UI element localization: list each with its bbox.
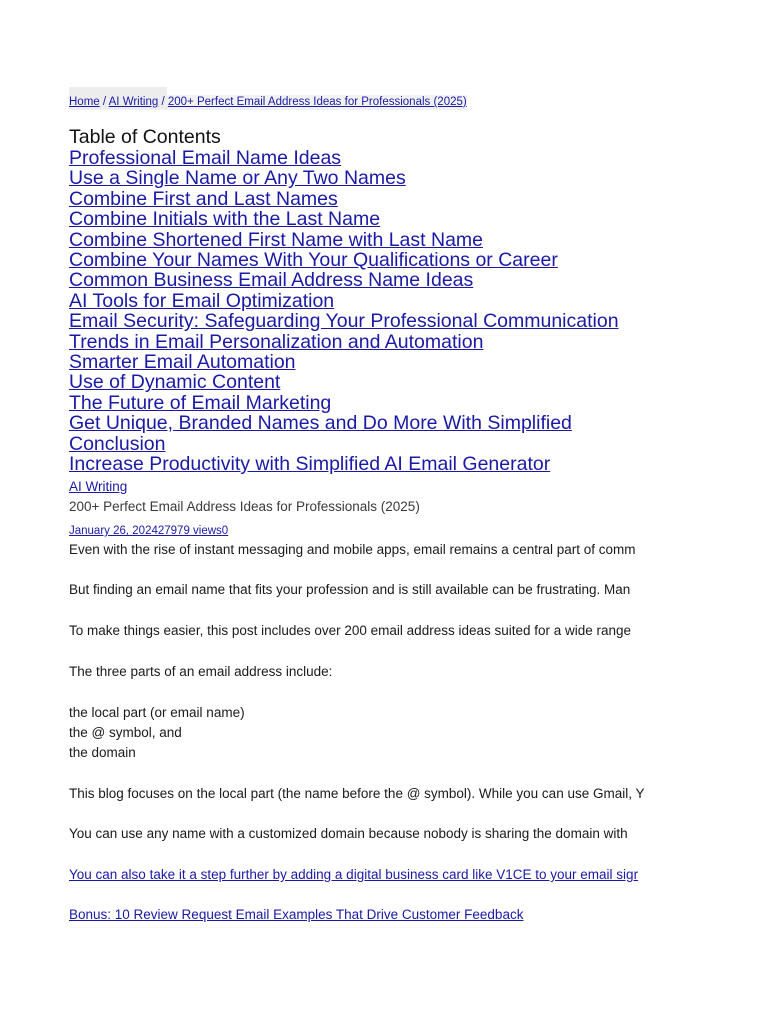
list-item: the local part (or email name) [69,705,245,720]
toc-link-branded-names[interactable]: Get Unique, Branded Names and Do More With Simplified [69,412,572,435]
toc-link-initials-last-name[interactable]: Combine Initials with the Last Name [69,208,381,231]
table-of-contents [69,127,671,475]
breadcrumb-separator: / [158,96,168,108]
toc-item [69,352,671,372]
bonus-link-line [69,905,671,925]
breadcrumb [69,95,467,110]
paragraph-ideas: To make things easier, this post includes over 200 email address ideas suited for a wide range [69,623,632,638]
paragraph-local-part: This blog focuses on the local part (the name before the @ symbol). While you can use Gmail, Y [69,786,645,801]
toc-item [69,148,671,168]
toc-item [69,168,671,188]
toc-link-smarter-automation[interactable]: Smarter Email Automation [69,351,296,374]
toc-item [69,250,671,270]
toc-link-first-and-last-names[interactable]: Combine First and Last Names [69,187,338,210]
email-parts-list [69,703,245,763]
breadcrumb-category-link[interactable]: AI Writing [108,96,159,108]
post-category [69,479,127,495]
post-date-link[interactable]: January 26, 202427979 views0 [69,525,229,537]
paragraph-custom-domain: You can use any name with a customized domain because nobody is sharing the domain with [69,826,628,841]
toc-item [69,230,671,250]
toc-item [69,311,671,331]
list-item: the @ symbol, and [69,725,182,740]
toc-link-qualifications-career[interactable]: Combine Your Names With Your Qualifications or Career [69,249,558,272]
post-title: 200+ Perfect Email Address Ideas for Professionals (2025) [69,499,420,514]
toc-link-future-email-marketing[interactable]: The Future of Email Marketing [69,391,332,414]
toc-list [69,148,671,475]
toc-link-shortened-first-name[interactable]: Combine Shortened First Name with Last Name [69,228,484,251]
toc-link-conclusion[interactable]: Conclusion [69,432,166,455]
toc-item [69,454,671,474]
breadcrumb-separator: / [99,96,109,108]
breadcrumb-home-link[interactable]: Home [69,96,100,108]
toc-item [69,270,671,290]
toc-link-ai-tools[interactable]: AI Tools for Email Optimization [69,289,335,312]
toc-title: Table of Contents [69,126,221,148]
toc-link-single-or-two-names[interactable]: Use a Single Name or Any Two Names [69,167,406,190]
breadcrumb-current-link[interactable]: 200+ Perfect Email Address Ideas for Professionals (2025) [167,96,467,108]
toc-item [69,291,671,311]
toc-link-productivity[interactable]: Increase Productivity with Simplified AI Email Generator [69,453,551,476]
business-card-link[interactable]: You can also take it a step further by adding a digital business card like V1CE to your email sigr [69,867,639,882]
toc-item [69,413,671,433]
post-date-views [69,524,228,538]
toc-link-professional-email-name-ideas[interactable]: Professional Email Name Ideas [69,147,342,169]
post-category-link[interactable]: AI Writing [69,479,128,494]
bonus-review-request-link[interactable]: Bonus: 10 Review Request Email Examples That Drive Customer Feedback [69,907,524,922]
toc-link-dynamic-content[interactable]: Use of Dynamic Content [69,371,281,394]
list-item: the domain [69,745,136,760]
toc-item [69,189,671,209]
toc-link-email-security[interactable]: Email Security: Safeguarding Your Professional Communication [69,310,619,333]
toc-link-personalization-trends[interactable]: Trends in Email Personalization and Automation [69,330,484,353]
paragraph-intro: Even with the rise of instant messaging and mobile apps, email remains a central part of comm [69,542,636,557]
toc-item [69,393,671,413]
paragraph-finding-name: But finding an email name that fits your profession and is still available can be frustrating. Man [69,582,631,597]
business-card-link-line [69,865,671,885]
toc-item [69,434,671,454]
toc-item [69,332,671,352]
toc-item [69,372,671,392]
toc-item [69,209,671,229]
paragraph-three-parts: The three parts of an email address include: [69,664,333,679]
article-page [69,0,671,1024]
toc-link-business-email-ideas[interactable]: Common Business Email Address Name Ideas [69,269,474,292]
